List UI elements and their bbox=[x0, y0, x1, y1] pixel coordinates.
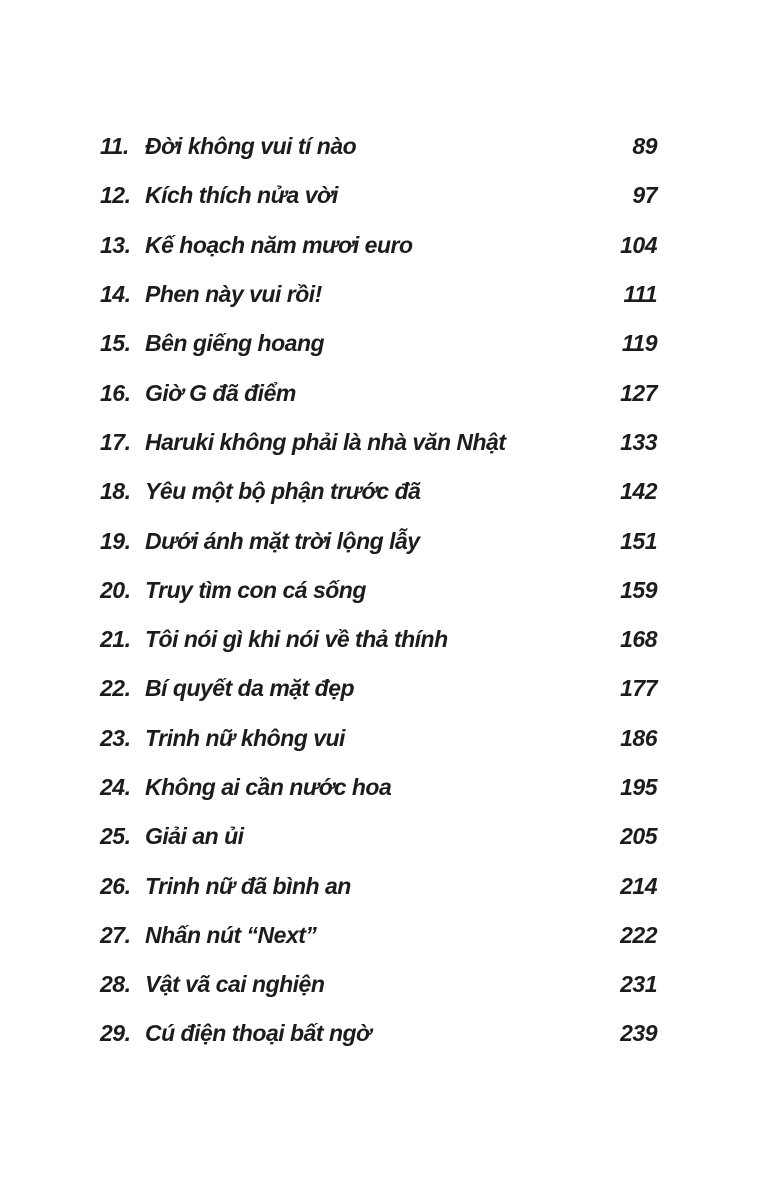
toc-entry-number: 23. bbox=[100, 724, 131, 751]
toc-entry-number: 26. bbox=[100, 872, 131, 899]
toc-entry bbox=[0, 368, 768, 417]
toc-entry-title: Kế hoạch năm mươi euro bbox=[145, 231, 413, 258]
toc-entry-number: 18. bbox=[100, 478, 131, 505]
toc-entry-title: Trinh nữ không vui bbox=[145, 724, 345, 751]
toc-entry-title: Kích thích nửa vời bbox=[145, 182, 338, 209]
toc-entry bbox=[0, 122, 768, 171]
toc-entry-page: 133 bbox=[620, 428, 657, 455]
toc-entry-title: Cú điện thoại bất ngờ bbox=[145, 1020, 371, 1047]
toc-entry-number: 11. bbox=[100, 133, 129, 160]
toc-entry-number: 21. bbox=[100, 626, 131, 653]
toc-entry-page: 111 bbox=[623, 281, 657, 308]
toc-entry-number: 27. bbox=[100, 921, 131, 948]
toc-entry bbox=[0, 418, 768, 467]
toc-entry-number: 16. bbox=[100, 379, 131, 406]
toc-entry-title: Nhấn nút “Next” bbox=[145, 921, 317, 948]
toc-entry bbox=[0, 1009, 768, 1058]
toc-entry bbox=[0, 516, 768, 565]
toc-entry-title: Haruki không phải là nhà văn Nhật bbox=[145, 428, 506, 455]
toc-entry-page: 214 bbox=[620, 872, 657, 899]
toc-entry-number: 12. bbox=[100, 182, 131, 209]
toc-entry bbox=[0, 467, 768, 516]
toc-entry-title: Đời không vui tí nào bbox=[145, 133, 357, 160]
toc-entry-page: 159 bbox=[620, 576, 657, 603]
toc-entry-page: 231 bbox=[620, 971, 657, 998]
toc-entry-page: 119 bbox=[621, 330, 657, 357]
toc-entry-title: Trinh nữ đã bình an bbox=[145, 872, 351, 899]
toc-entry-number: 13. bbox=[100, 231, 131, 258]
toc-entry bbox=[0, 861, 768, 910]
toc-entry bbox=[0, 911, 768, 960]
toc-entry-title: Tôi nói gì khi nói về thả thính bbox=[145, 626, 448, 653]
toc-entry-page: 205 bbox=[620, 823, 657, 850]
toc-entry bbox=[0, 812, 768, 861]
toc-entry-title: Dưới ánh mặt trời lộng lẫy bbox=[145, 527, 420, 554]
toc-entry-number: 14. bbox=[100, 281, 131, 308]
toc-entry bbox=[0, 566, 768, 615]
toc-entry-number: 20. bbox=[100, 576, 131, 603]
toc-entry-title: Phen này vui rồi! bbox=[145, 281, 322, 308]
toc-entry-page: 89 bbox=[632, 133, 657, 160]
toc-entry-page: 222 bbox=[620, 921, 657, 948]
toc-entry-page: 168 bbox=[620, 626, 657, 653]
toc-entry-number: 25. bbox=[100, 823, 131, 850]
toc-entry-title: Truy tìm con cá sống bbox=[145, 576, 366, 603]
toc-entry-title: Bí quyết da mặt đẹp bbox=[145, 675, 355, 702]
toc-entry-number: 22. bbox=[100, 675, 131, 702]
toc-entry-number: 29. bbox=[100, 1020, 131, 1047]
toc-entry bbox=[0, 171, 768, 220]
toc-entry-title: Vật vã cai nghiện bbox=[145, 971, 325, 998]
toc-entry-page: 177 bbox=[620, 675, 657, 702]
toc-entry-page: 195 bbox=[620, 774, 657, 800]
toc-entry-number: 15. bbox=[100, 330, 131, 357]
toc-entry-title: Yêu một bộ phận trước đã bbox=[145, 478, 421, 505]
toc-entry-page: 239 bbox=[620, 1020, 657, 1047]
toc-entry bbox=[0, 319, 768, 368]
toc-entry-page: 104 bbox=[620, 231, 657, 258]
toc-entry bbox=[0, 615, 768, 664]
toc-entry bbox=[0, 960, 768, 1009]
toc-entry bbox=[0, 763, 768, 812]
toc-entry-page: 186 bbox=[620, 724, 657, 751]
toc-entry-title: Giờ G đã điểm bbox=[145, 379, 296, 406]
toc-entry-title: Không ai cần nước hoa bbox=[145, 774, 392, 800]
toc-entry-page: 142 bbox=[620, 478, 657, 505]
toc-entry-page: 151 bbox=[620, 527, 657, 554]
toc-entry-page: 97 bbox=[632, 182, 657, 209]
toc-entry-number: 17. bbox=[100, 428, 131, 455]
toc-entry bbox=[0, 221, 768, 270]
toc-entry-page: 127 bbox=[620, 379, 657, 406]
toc-entry-number: 28. bbox=[100, 971, 131, 998]
toc-entry-title: Bên giếng hoang bbox=[145, 330, 325, 357]
toc-entry-number: 19. bbox=[100, 527, 131, 554]
toc-entry bbox=[0, 664, 768, 713]
toc-entry bbox=[0, 714, 768, 763]
toc-entry bbox=[0, 270, 768, 319]
toc-entry-title: Giải an ủi bbox=[145, 823, 244, 850]
toc-entry-number: 24. bbox=[100, 774, 131, 800]
